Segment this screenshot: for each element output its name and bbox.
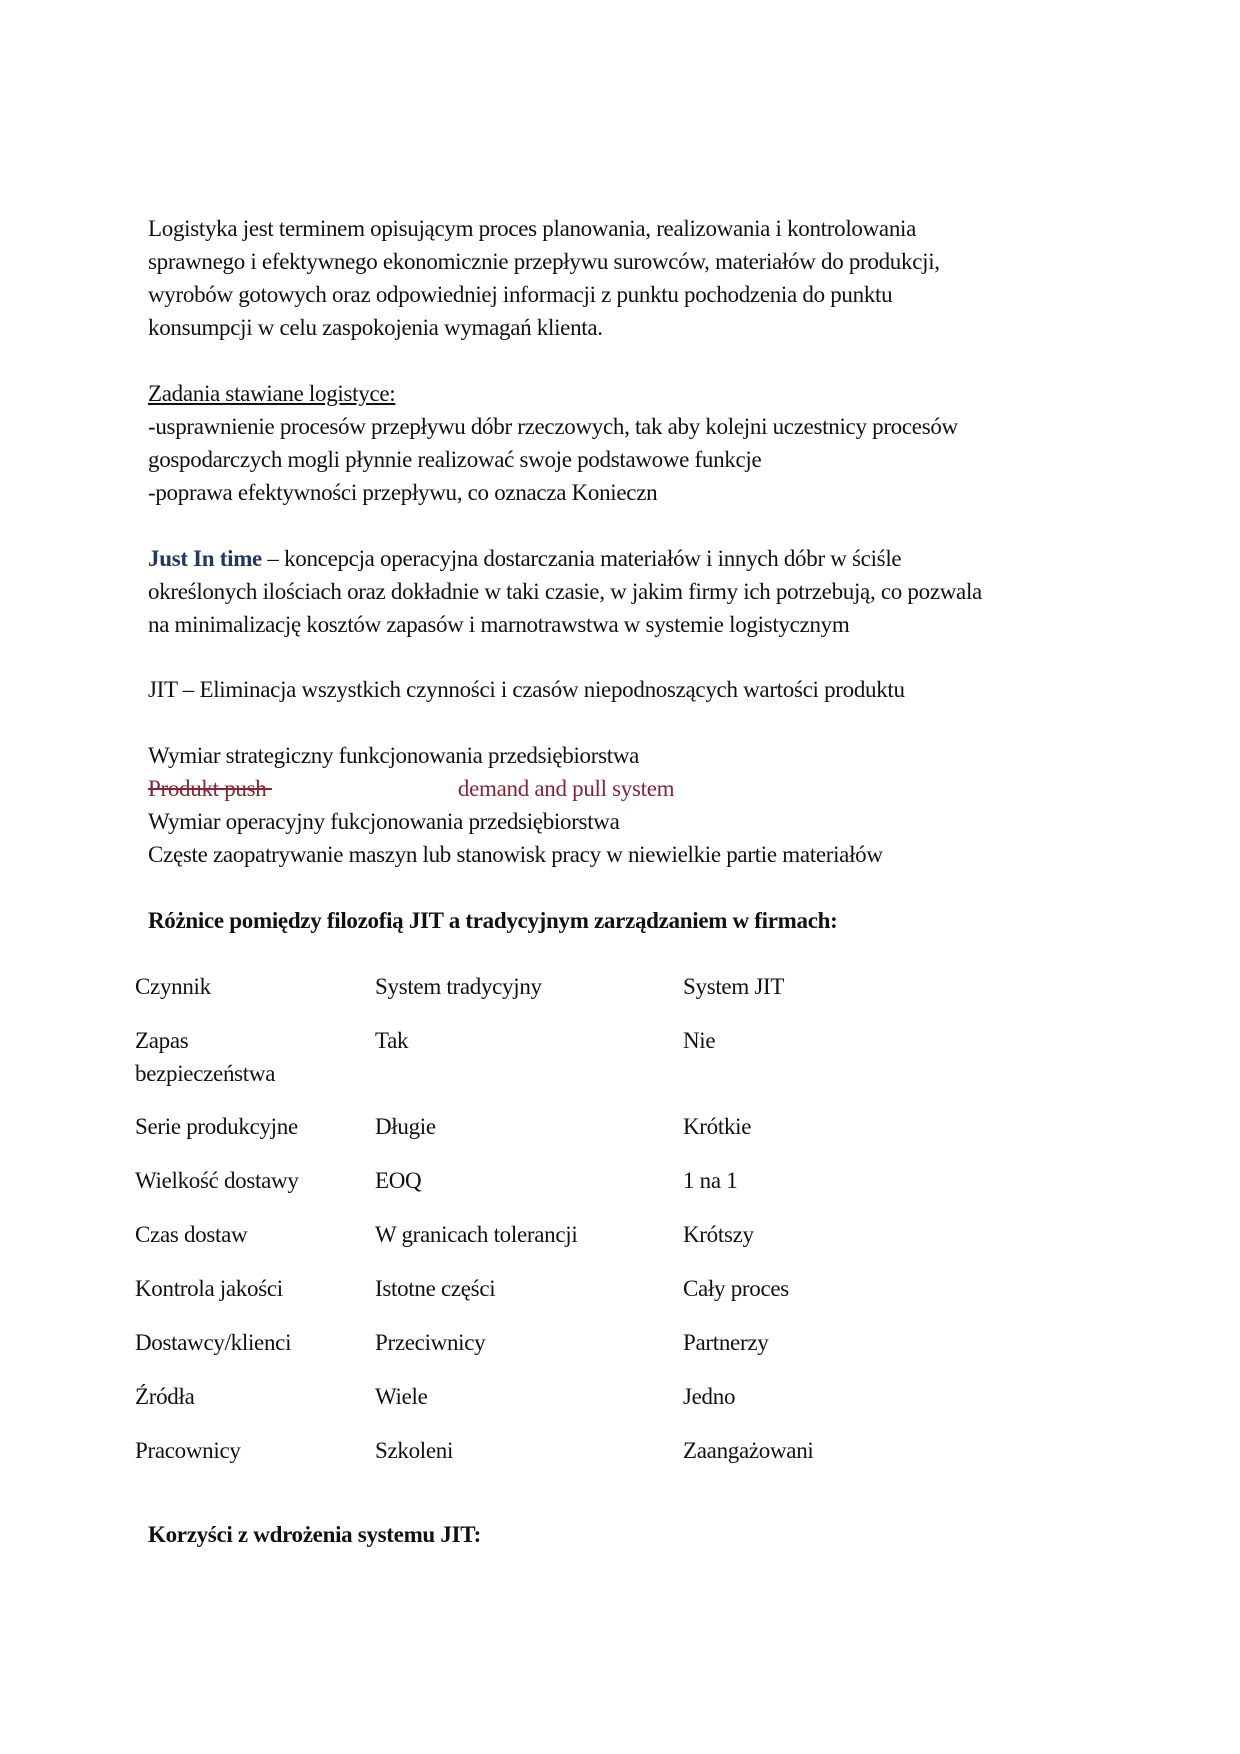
differences-table xyxy=(135,970,1035,1488)
jit-definition xyxy=(148,542,1108,641)
intro-line: wyrobów gotowych oraz odpowiedniej informacji z punktu pochodzenia do punktu xyxy=(148,282,893,307)
operational-dimension: Wymiar operacyjny fukcjonowania przedsiębiorstwa xyxy=(148,809,620,834)
jit-definition-text: – koncepcja operacyjna dostarczania materiałów i innych dóbr w ściśle xyxy=(261,546,902,571)
table-cell: W granicach tolerancji xyxy=(375,1222,578,1247)
table-cell: Pracownicy xyxy=(135,1438,241,1463)
table-cell: Nie xyxy=(683,1028,716,1053)
column-header: System tradycyjny xyxy=(375,974,542,999)
table-cell: Tak xyxy=(375,1028,409,1053)
table-row xyxy=(135,1218,1035,1272)
table-cell: Jedno xyxy=(683,1384,736,1409)
task-line: -usprawnienie procesów przepływu dóbr rzeczowych, tak aby kolejni uczestnicy procesów xyxy=(148,414,958,439)
table-cell: Serie produkcyjne xyxy=(135,1114,298,1139)
table-cell: Zaangażowani xyxy=(683,1438,814,1463)
table-cell: Wielkość dostawy xyxy=(135,1168,299,1193)
jit-elimination xyxy=(148,673,1108,706)
jit-definition-line: określonych ilościach oraz dokładnie w taki czasie, w jakim firmy ich potrzebują, co pozwala xyxy=(148,579,982,604)
table-cell: Krótszy xyxy=(683,1222,754,1247)
table-cell: Kontrola jakości xyxy=(135,1276,283,1301)
benefits-heading-block xyxy=(148,1518,1108,1551)
intro-line: konsumpcji w celu zaspokojenia wymagań klienta. xyxy=(148,315,603,340)
table-cell: Szkoleni xyxy=(375,1438,454,1463)
table-row xyxy=(135,1326,1035,1380)
table-row xyxy=(135,1434,1035,1488)
table-row xyxy=(135,1272,1035,1326)
table-cell: Długie xyxy=(375,1114,436,1139)
table-row xyxy=(135,1164,1035,1218)
table-cell: Zapas bezpieczeństwa xyxy=(135,1028,276,1086)
tasks-heading: Zadania stawiane logistyce: xyxy=(148,381,396,406)
table-cell: Istotne części xyxy=(375,1276,496,1301)
table-header-row xyxy=(135,970,1035,1024)
table-cell: Dostawcy/klienci xyxy=(135,1330,292,1355)
jit-definition-line: na minimalizację kosztów zapasów i marnotrawstwa w systemie logistycznym xyxy=(148,612,850,637)
differences-heading-block xyxy=(148,904,1108,937)
tasks-section xyxy=(148,377,1108,509)
jit-elimination-text: JIT – Eliminacja wszystkich czynności i czasów niepodnoszących wartości produktu xyxy=(148,677,905,702)
table-cell: Źródła xyxy=(135,1384,195,1409)
column-header: System JIT xyxy=(683,974,785,999)
table-cell: EOQ xyxy=(375,1168,422,1193)
table-cell: Partnerzy xyxy=(683,1330,769,1355)
table-cell: Wiele xyxy=(375,1384,428,1409)
table-row xyxy=(135,1110,1035,1164)
jit-term: Just In time xyxy=(148,546,262,571)
table-row xyxy=(135,1024,1035,1110)
table-row xyxy=(135,1380,1035,1434)
benefits-heading: Korzyści z wdrożenia systemu JIT: xyxy=(148,1522,481,1547)
table-cell: 1 na 1 xyxy=(683,1168,738,1193)
table-cell: Cały proces xyxy=(683,1276,789,1301)
intro-paragraph xyxy=(148,212,1108,344)
dimensions-section xyxy=(148,739,1108,871)
intro-line: sprawnego i efektywnego ekonomicznie przepływu surowców, materiałów do produkcji, xyxy=(148,249,940,274)
struck-text: Produkt push xyxy=(148,776,272,801)
intro-line: Logistyka jest terminem opisującym proces planowania, realizowania i kontrolowania xyxy=(148,216,917,241)
table-cell: Czas dostaw xyxy=(135,1222,248,1247)
column-header: Czynnik xyxy=(135,974,211,999)
task-line: -poprawa efektywności przepływu, co oznacza Konieczn xyxy=(148,480,658,505)
frequent-supply: Częste zaopatrywanie maszyn lub stanowisk pracy w niewielkie partie materiałów xyxy=(148,842,883,867)
strategic-dimension: Wymiar strategiczny funkcjonowania przedsiębiorstwa xyxy=(148,743,640,768)
table-cell: Krótkie xyxy=(683,1114,752,1139)
table-cell: Przeciwnicy xyxy=(375,1330,486,1355)
task-line: gospodarczych mogli płynnie realizować swoje podstawowe funkcje xyxy=(148,447,762,472)
demand-pull-text: demand and pull system xyxy=(457,776,675,801)
differences-heading: Różnice pomiędzy filozofią JIT a tradycyjnym zarządzaniem w firmach: xyxy=(148,908,838,933)
